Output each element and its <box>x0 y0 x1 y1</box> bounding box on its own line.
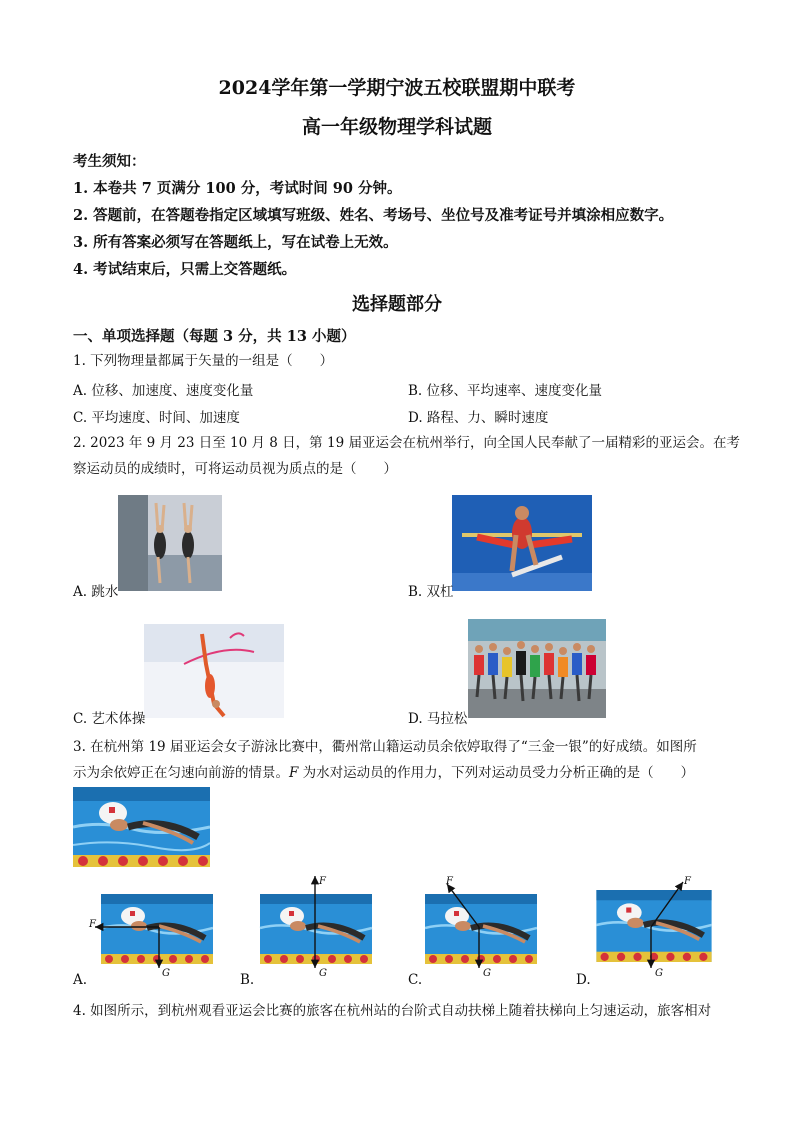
q3-stem-line2 <box>73 764 694 782</box>
notice-item-2: 2. 答题前，在答题卷指定区域填写班级、姓名、考场号、坐位号及准考证号并填涂相应数字。 <box>73 207 674 224</box>
q3-stem-line2-part2: 为水对运动员的作用力，下列对运动员受力分析正确的是（ ） <box>298 765 695 781</box>
diving-photo <box>118 495 222 591</box>
swimmer-photo <box>73 787 210 867</box>
parallel-bars-photo <box>452 495 592 591</box>
notice-heading: 考生须知： <box>73 153 146 170</box>
q1-stem: 1. 下列物理量都属于矢量的一组是（ ） <box>73 353 334 369</box>
part-title: 选择题部分 <box>352 294 442 315</box>
q2-option-d: D. 马拉松 <box>408 711 468 727</box>
q1-option-a: A. 位移、加速度、速度变化量 <box>73 383 254 399</box>
q3-option-b: B. <box>240 972 255 988</box>
q3-option-a: A. <box>73 972 88 988</box>
q1-option-d: D. 路程、力、瞬时速度 <box>408 410 549 426</box>
q2-option-c: C. 艺术体操 <box>73 711 146 727</box>
force-label-f-d: F <box>684 876 691 887</box>
q3-stem-line2-part1: 示为余依婷正在匀速向前游的情景。 <box>73 765 289 781</box>
q3-stem-line1: 3. 在杭州第 19 届亚运会女子游泳比赛中，衢州常山籍运动员余依婷取得了“三金一银”的好成绩。如图所 <box>73 739 697 755</box>
q2-option-b: B. 双杠 <box>408 584 454 600</box>
q3-option-d: D. <box>576 972 591 988</box>
force-label-f-a: F <box>89 919 96 930</box>
q1-option-b: B. 位移、平均速率、速度变化量 <box>408 383 603 399</box>
force-label-f-b: F <box>319 876 326 887</box>
notice-item-1: 1. 本卷共 7 页满分 100 分，考试时间 90 分钟。 <box>73 180 402 197</box>
q3-option-c: C. <box>408 972 423 988</box>
force-label-g-b: G <box>319 968 327 979</box>
notice-item-4: 4. 考试结束后，只需上交答题纸。 <box>73 261 297 278</box>
force-label-g-d: G <box>655 968 663 979</box>
force-label-g-a: G <box>162 968 170 979</box>
force-label-f-c: F <box>446 876 453 887</box>
notice-item-3: 3. 所有答案必须写在答题纸上，写在试卷上无效。 <box>73 234 398 251</box>
q2-option-a: A. 跳水 <box>73 584 119 600</box>
force-label-g-c: G <box>483 968 491 979</box>
q2-stem-line2: 察运动员的成绩时，可将运动员视为质点的是（ ） <box>73 461 397 477</box>
exam-subtitle: 高一年级物理学科试题 <box>301 116 492 138</box>
marathon-photo <box>468 619 606 718</box>
q3-force-diagrams <box>73 872 723 987</box>
q1-option-c: C. 平均速度、时间、加速度 <box>73 410 240 426</box>
exam-title: 2024学年第一学期宁波五校联盟期中联考 <box>218 77 576 99</box>
rhythmic-gymnastics-photo <box>144 624 284 718</box>
q2-stem-line1: 2. 2023 年 9 月 23 日至 10 月 8 日，第 19 届亚运会在杭州举行，向全国人民奉献了一届精彩的亚运会。在考 <box>73 435 740 451</box>
q4-stem-line1: 4. 如图所示，到杭州观看亚运会比赛的旅客在杭州站的台阶式自动扶梯上随着扶梯向上匀速运动，旅客相对 <box>73 1003 712 1019</box>
q3-force-symbol: F <box>289 765 299 781</box>
section-heading: 一、单项选择题（每题 3 分，共 13 小题） <box>73 328 356 345</box>
